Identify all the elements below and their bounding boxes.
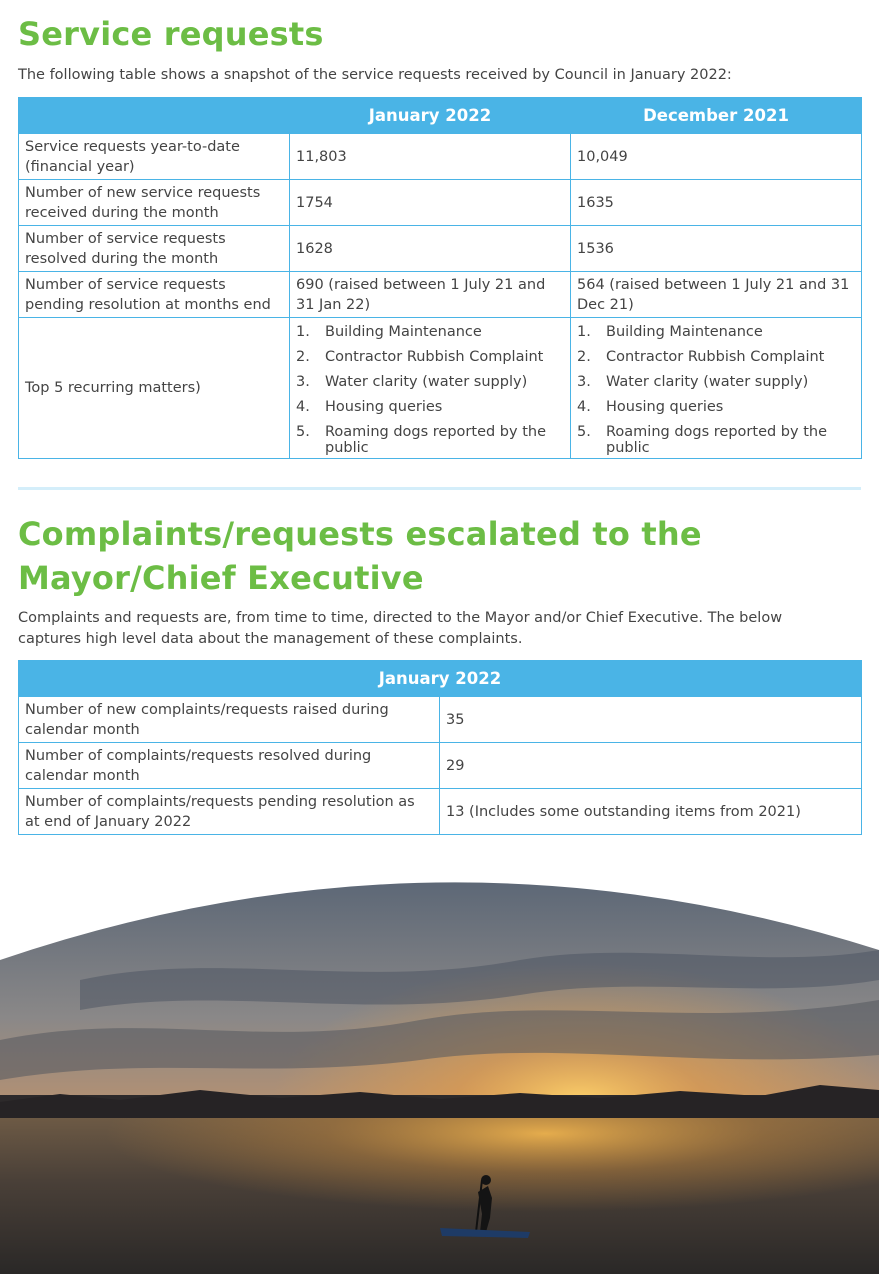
header-cell-empty bbox=[19, 98, 290, 134]
row-label: Service requests year-to-date (financial year) bbox=[19, 134, 290, 180]
row-label: Number of complaints/requests pending resolution as at end of January 2022 bbox=[19, 789, 440, 835]
row-value: 13 (Includes some outstanding items from 2021) bbox=[440, 789, 862, 835]
january-value: 1628 bbox=[290, 226, 571, 272]
table-row-top-5 bbox=[19, 318, 862, 459]
january-value: 1754 bbox=[290, 180, 571, 226]
row-label: Number of service requests pending resolution at months end bbox=[19, 272, 290, 318]
list-item: 4. Housing queries bbox=[577, 399, 724, 415]
list-item: 5. Roaming dogs reported by the public bbox=[296, 424, 546, 456]
december-top-5-list bbox=[577, 320, 855, 456]
january-value: 11,803 bbox=[290, 134, 571, 180]
december-value: 1635 bbox=[571, 180, 862, 226]
list-item: 1. Building Maintenance bbox=[296, 324, 482, 340]
section-title-complaints: Complaints/requests escalated to the Mayor/Chief Executive bbox=[18, 515, 702, 597]
december-value: 564 (raised between 1 July 21 and 31 Dec 21) bbox=[571, 272, 862, 318]
section-title-service-requests: Service requests bbox=[18, 15, 324, 53]
table-row bbox=[19, 272, 862, 318]
sunset-paddleboarder-photo bbox=[0, 880, 879, 1274]
header-cell-january-2022: January 2022 bbox=[290, 98, 571, 134]
january-value: 690 (raised between 1 July 21 and 31 Jan 22) bbox=[290, 272, 571, 318]
january-top-5-cell bbox=[290, 318, 571, 459]
list-item: 3. Water clarity (water supply) bbox=[296, 374, 528, 390]
section-divider bbox=[18, 487, 861, 490]
row-value: 35 bbox=[440, 697, 862, 743]
table-row bbox=[19, 180, 862, 226]
list-item: 3. Water clarity (water supply) bbox=[577, 374, 809, 390]
december-top-5-cell bbox=[571, 318, 862, 459]
january-top-5-list bbox=[296, 320, 564, 456]
table-header-row bbox=[19, 98, 862, 134]
table-row bbox=[19, 789, 862, 835]
complaints-table bbox=[18, 660, 862, 835]
row-label: Number of service requests resolved during the month bbox=[19, 226, 290, 272]
list-item: 4. Housing queries bbox=[296, 399, 443, 415]
row-label: Number of complaints/requests resolved during calendar month bbox=[19, 743, 440, 789]
row-value: 29 bbox=[440, 743, 862, 789]
list-item: 2. Contractor Rubbish Complaint bbox=[577, 349, 825, 365]
table-row bbox=[19, 743, 862, 789]
row-label: Number of new service requests received during the month bbox=[19, 180, 290, 226]
header-cell-january-2022: January 2022 bbox=[19, 661, 862, 697]
list-item: 2. Contractor Rubbish Complaint bbox=[296, 349, 544, 365]
header-cell-december-2021: December 2021 bbox=[571, 98, 862, 134]
table-header-row bbox=[19, 661, 862, 697]
table-row bbox=[19, 697, 862, 743]
list-item: 5. Roaming dogs reported by the public bbox=[577, 424, 827, 456]
table-row bbox=[19, 226, 862, 272]
table-row bbox=[19, 134, 862, 180]
december-value: 1536 bbox=[571, 226, 862, 272]
service-requests-intro: The following table shows a snapshot of the service requests received by Council in January 2022: bbox=[18, 67, 732, 83]
row-label: Top 5 recurring matters) bbox=[19, 318, 290, 459]
service-requests-table bbox=[18, 97, 862, 459]
complaints-intro: Complaints and requests are, from time to time, directed to the Mayor and/or Chief Executive. The below captures high level data about the management of these complaints. bbox=[18, 610, 783, 647]
december-value: 10,049 bbox=[571, 134, 862, 180]
row-label: Number of new complaints/requests raised during calendar month bbox=[19, 697, 440, 743]
list-item: 1. Building Maintenance bbox=[577, 324, 763, 340]
